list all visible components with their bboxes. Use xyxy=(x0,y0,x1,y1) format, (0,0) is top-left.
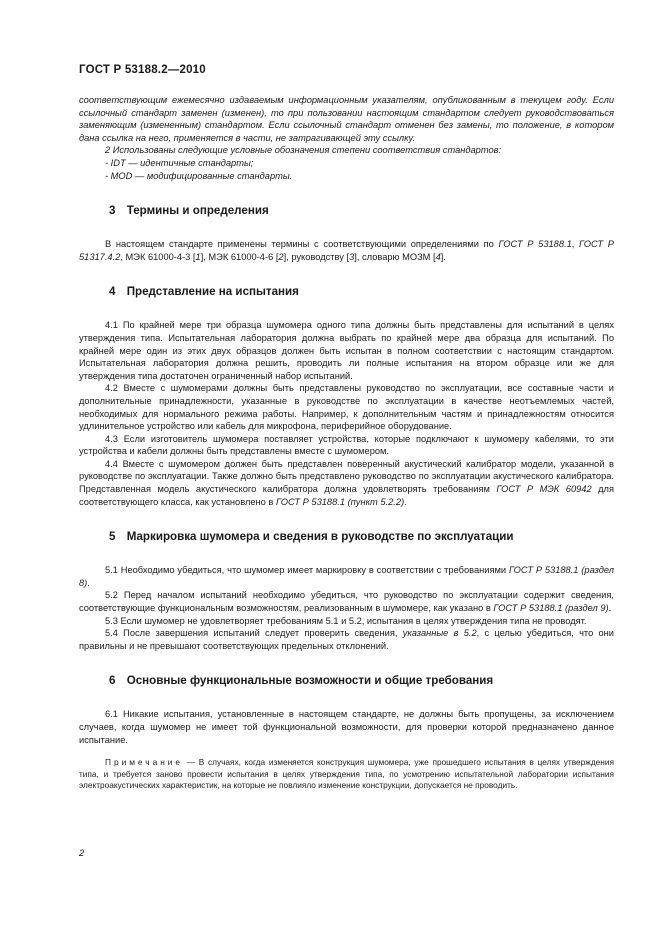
document-body xyxy=(79,94,614,792)
clause-5-3: 5.3 Если шумомер не удовлетворяет требованиям 5.1 и 5.2, испытания в целях утверждения типа не проводят. xyxy=(105,615,587,626)
note-text: — В случаях, когда изменяется конструкция шумомера, уже прошедшего испытания в целях утверждения типа, и требуется заново провести испытания в целях утверждения типа, по усмотрению испытательной лаборатории испытания электроакустических характеристик, на которые не повлияло изменение конструкции, допускается не проводить. xyxy=(79,757,614,791)
list-item-idt: - IDT — идентичные стандарты; xyxy=(105,157,254,168)
document-header: ГОСТ Р 53188.2—2010 xyxy=(79,64,206,76)
clause-4-4: 4.4 Вместе с шумомером должен быть представлен поверенный акустический калибратор модели, указанной в руководстве по эксплуатации. Также должно быть представлено руководство по эксплуатации акустического калибратора. Представленная модель акустического калибратора должна удовлетворять требованиям ГОСТ Р МЭК 60942 для соответствующего класса, как установлено в ГОСТ Р 53188.1 (пункт 5.2.2). xyxy=(79,458,615,507)
section-4-number: 4 xyxy=(109,285,116,299)
intro-paragraph: соответствующим ежемесячно издаваемым информационным указателям, опубликованным в текущем году. Если ссылочный стандарт заменен (изменен), то при пользовании настоящим стандартом следует руководствоваться заменяющим (измененным) стандартом. Если ссылочный стандарт отменен без замены, то положение, в котором дана ссылка на него, применяется в части, не затрагивающей эту ссылку. xyxy=(79,95,614,143)
intro-designations: 2 Использованы следующие условные обозначения степени соответствия стандартов: xyxy=(105,145,502,156)
clause-6-1: 6.1 Никакие испытания, установленные в настоящем стандарте, не должны быть пропущены, за исключением случаев, когда шумомер не имеет той функциональной возможности, для проверки которой предназначено данное испытание. xyxy=(79,709,614,745)
list-item-mod: - MOD — модифицированные стандарты. xyxy=(105,170,293,181)
clause-4-1: 4.1 По крайней мере три образца шумомера одного типа должны быть представлены для испытаний в целях утверждения типа. Испытательная лаборатория должна выбрать по крайней мере два образца для испытаний. По крайней мере один из этих двух образцов должен быть испытан в полном соответствии с настоящим стандартом. Испытательная лаборатория должна решить, проводить ли полные испытания на втором образце или же для утверждения типа достаточен ограниченный набор испытаний. xyxy=(79,320,614,381)
section-5-title: Маркировка шумомера и сведения в руководстве по эксплуатации xyxy=(126,530,514,544)
section-3-heading xyxy=(109,204,614,217)
clause-5-4: 5.4 После завершения испытаний следует проверить сведения, указанные в 5.2, с целью убедиться, что они правильны и не превышают соответствующих предельных отклонений. xyxy=(79,628,614,651)
section-6-title: Основные функциональные возможности и общие требования xyxy=(126,674,494,688)
clause-5-2: 5.2 Перед началом испытаний необходимо убедиться, что руководство по эксплуатации содержит сведения, соответствующие функциональным возможностям, реализованным в шумомере, как указано в ГОСТ Р 53188.1 (раздел 9). xyxy=(79,590,614,614)
clause-4-3: 4.3 Если изготовитель шумомера поставляет устройства, которые подключают к шумомеру кабелями, то эти устройства и кабели должны быть представлены вместе с шумомером. xyxy=(79,433,614,457)
section-5-heading xyxy=(109,530,614,543)
section-4-title: Представление на испытания xyxy=(126,285,299,299)
section-3-title: Термины и определения xyxy=(126,204,269,218)
page-number: 2 xyxy=(79,848,85,859)
section-6-heading xyxy=(109,674,614,687)
section-6-number: 6 xyxy=(109,674,116,688)
note-paragraph xyxy=(79,757,614,792)
clause-4-2: 4.2 Вместе с шумомерами должны быть представлены руководство по эксплуатации, все составные части и дополнительные принадлежности, указанные в руководстве по эксплуатации в качестве неотъемлемых частей, необходимых для нормального режима работы. Например, к дополнительным частям и принадлежностям относится удлинительное устройство или кабель для микрофона, периферийное оборудование. xyxy=(79,383,614,432)
section-5-number: 5 xyxy=(109,530,116,544)
section-3-paragraph: В настоящем стандарте применены термины с соответствующими определениями по ГОСТ Р 53188.1, ГОСТ Р 51317.4.2, МЭК 61000-4-3 [1], МЭК 61000-4-6 [2], руководству [3], словарю МОЗМ [4]. xyxy=(79,239,614,262)
section-4-heading xyxy=(109,285,614,298)
section-3-number: 3 xyxy=(109,204,116,218)
note-label: Примечание xyxy=(105,757,184,768)
clause-5-1: 5.1 Необходимо убедиться, что шумомер имеет маркировку в соответствии с требованиями ГОСТ Р 53188.1 (раздел 8). xyxy=(79,565,614,588)
